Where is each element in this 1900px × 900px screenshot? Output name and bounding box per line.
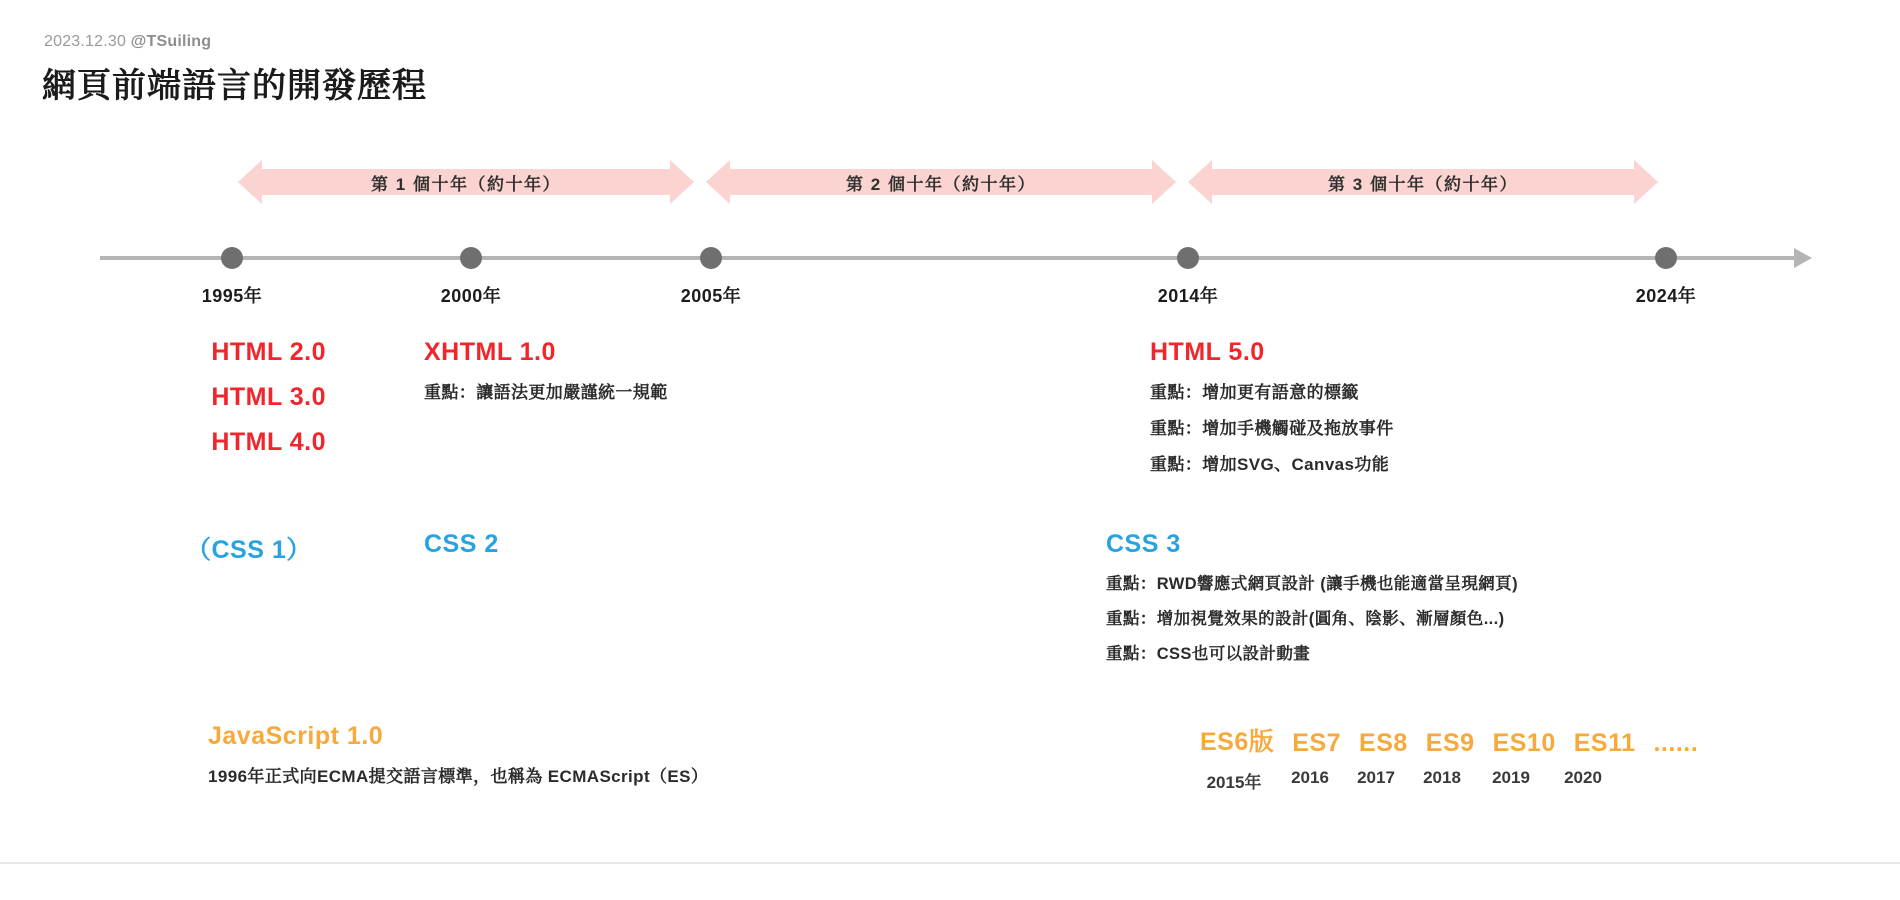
timeline-node xyxy=(1655,247,1677,269)
timeline-axis xyxy=(100,256,1800,260)
es10-year: 2019 xyxy=(1492,768,1530,787)
es8-year: 2017 xyxy=(1357,768,1395,787)
timeline-node-label: 2000年 xyxy=(440,286,502,306)
css1-1995-group xyxy=(186,530,312,566)
css3-note-3: 重點：CSS也可以設計動畫 xyxy=(1106,645,1311,663)
javascript-2000-group xyxy=(208,722,708,787)
css3-note-2: 重點：增加視覺效果的設計(圓角、陰影、漸層顏色...) xyxy=(1106,610,1505,628)
html-1995-group xyxy=(176,338,326,457)
es-version-row xyxy=(1200,722,1698,758)
css3-2014-group xyxy=(1106,530,1518,664)
timeline-node xyxy=(700,247,722,269)
es9-label: ES9 xyxy=(1425,729,1475,757)
es-versions-2014-group xyxy=(1200,722,1698,793)
footer-divider xyxy=(0,862,1900,864)
timeline-node xyxy=(1177,247,1199,269)
css3-note-1: 重點：RWD響應式網頁設計 (讓手機也能適當呈現網頁) xyxy=(1106,575,1518,593)
es7-label: ES7 xyxy=(1292,729,1342,757)
es6-label: ES6版 xyxy=(1200,728,1275,756)
publish-date: 2023.12.30 xyxy=(44,33,127,50)
html5-note-1: 重點：增加更有語意的標籤 xyxy=(1150,383,1359,402)
html-2-0-label: HTML 2.0 xyxy=(211,338,326,366)
decade-band-1-label: 第 1 個十年（約十年） xyxy=(371,174,561,194)
decade-band-2 xyxy=(706,160,1176,204)
es11-year: 2020 xyxy=(1564,768,1602,787)
es-ellipsis-label: ...... xyxy=(1653,729,1699,757)
timeline-node xyxy=(221,247,243,269)
decade-band-3-label: 第 3 個十年（約十年） xyxy=(1328,174,1518,194)
xhtml-2000-group xyxy=(424,338,668,403)
es9-year: 2018 xyxy=(1423,768,1461,787)
decade-band-3 xyxy=(1188,160,1658,204)
css-1-label: （CSS 1） xyxy=(186,536,312,564)
decade-band-1 xyxy=(238,160,694,204)
meta-line xyxy=(44,33,211,51)
html5-note-2: 重點：增加手機觸碰及拖放事件 xyxy=(1150,419,1394,438)
html5-2014-group xyxy=(1150,338,1394,475)
es10-label: ES10 xyxy=(1492,729,1556,757)
xhtml-note: 重點：讓語法更加嚴謹統一規範 xyxy=(424,383,668,402)
es8-label: ES8 xyxy=(1359,729,1408,757)
html-5-0-label: HTML 5.0 xyxy=(1150,338,1265,366)
timeline-node-label: 1995年 xyxy=(201,286,263,306)
css2-2000-group xyxy=(424,530,499,559)
timeline-node-label: 2024年 xyxy=(1635,286,1697,306)
es7-year: 2016 xyxy=(1291,768,1329,787)
es11-label: ES11 xyxy=(1573,729,1636,757)
javascript-1-0-label: JavaScript 1.0 xyxy=(208,722,384,750)
css-2-label: CSS 2 xyxy=(424,530,499,558)
page-title: 網頁前端語言的開發歷程 xyxy=(42,67,427,105)
es6-year: 2015年 xyxy=(1206,773,1262,792)
html-3-0-label: HTML 3.0 xyxy=(211,383,326,411)
es-year-row xyxy=(1200,768,1698,793)
html-4-0-label: HTML 4.0 xyxy=(211,428,326,456)
axis-arrow-icon xyxy=(1794,248,1812,268)
decade-band-2-label: 第 2 個十年（約十年） xyxy=(846,174,1036,194)
timeline-node-label: 2005年 xyxy=(680,286,742,306)
javascript-note: 1996年正式向ECMA提交語言標準，也稱為 ECMAScript（ES） xyxy=(208,767,709,786)
css-3-label: CSS 3 xyxy=(1106,530,1181,558)
author-handle: @TSuiling xyxy=(130,33,212,50)
html5-note-3: 重點：增加SVG、Canvas功能 xyxy=(1150,455,1390,474)
timeline-node-label: 2014年 xyxy=(1157,286,1219,306)
xhtml-1-0-label: XHTML 1.0 xyxy=(424,338,556,366)
timeline-node xyxy=(460,247,482,269)
